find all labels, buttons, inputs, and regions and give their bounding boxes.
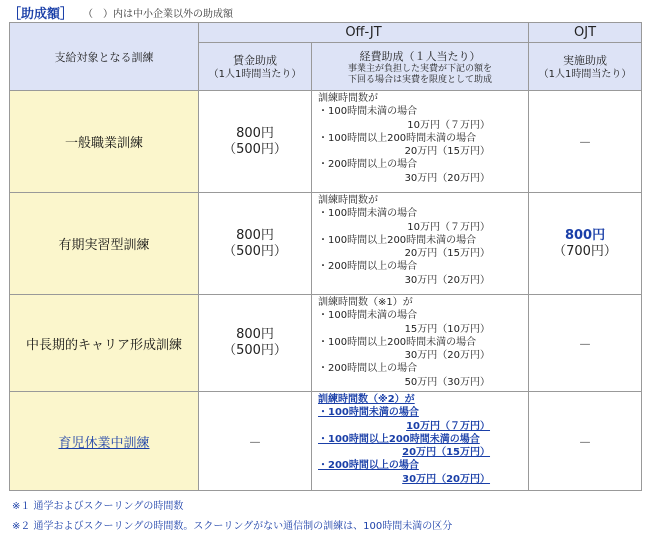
wage-subsidy: 800円 （500円） — [199, 295, 312, 392]
ojt-subsidy: － — [529, 392, 642, 491]
cost-subsidy: 訓練時間数（※1）が ・100時間未満の場合 15万円（10万円） ・100時間以上200時間未満の場合 30万円（20万円） ・200時間以上の場合 50万円（30万円） — [312, 295, 529, 392]
cost-subsidy: 訓練時間数が ・100時間未満の場合 10万円（７万円） ・100時間以上200時間未満の場合 20万円（15万円） ・200時間以上の場合 30万円（20万円） — [312, 91, 529, 193]
training-name: 一般職業訓練 — [10, 91, 199, 193]
cost-subsidy-link[interactable]: 訓練時間数（※2）が ・100時間未満の場合 10万円（７万円） ・100時間以上200時間未満の場合 20万円（15万円） ・200時間以上の場合 30万円（20万円） — [312, 392, 529, 491]
table-row — [10, 295, 642, 392]
header-ojt-sub: 実施助成 （1人1時間当たり） — [529, 43, 642, 91]
footnote-2: ※２ 通学およびスクーリングの時間数。スクーリングがない通信制の訓練は、100時間未満の区分 — [12, 521, 453, 532]
ojt-subsidy: 800円 （700円） — [529, 193, 642, 295]
subsidy-table — [9, 22, 642, 491]
table-row — [10, 91, 642, 193]
wage-subsidy: 800円 （500円） — [199, 91, 312, 193]
footnote-1: ※１ 通学およびスクーリングの時間数 — [12, 501, 184, 512]
wage-subsidy: 800円 （500円） — [199, 193, 312, 295]
heading-note: （ ）内は中小企業以外の助成額 — [83, 8, 234, 20]
training-name: 有期実習型訓練 — [10, 193, 199, 295]
ojt-subsidy: － — [529, 295, 642, 392]
header-wage: 賃金助成 （1人1時間当たり） — [199, 43, 312, 91]
header-cost: 経費助成（１人当たり） 事業主が負担した実費が下記の額を 下回る場合は実費を限度として助成 — [312, 43, 529, 91]
training-name: 中長期的キャリア形成訓練 — [10, 295, 199, 392]
wage-subsidy: － — [199, 392, 312, 491]
ojt-subsidy: － — [529, 91, 642, 193]
childcare-leave-training-link[interactable]: 育児休業中訓練 — [58, 435, 150, 451]
training-name-link[interactable] — [10, 392, 199, 491]
title-bar — [8, 3, 233, 21]
header-offjt: Off-JT — [199, 23, 529, 43]
header-training: 支給対象となる訓練 — [10, 23, 199, 91]
table-row — [10, 193, 642, 295]
table-row — [10, 392, 642, 491]
section-heading: ［助成額］ — [8, 6, 74, 22]
cost-subsidy: 訓練時間数が ・100時間未満の場合 10万円（７万円） ・100時間以上200時間未満の場合 20万円（15万円） ・200時間以上の場合 30万円（20万円） — [312, 193, 529, 295]
header-ojt: OJT — [529, 23, 642, 43]
